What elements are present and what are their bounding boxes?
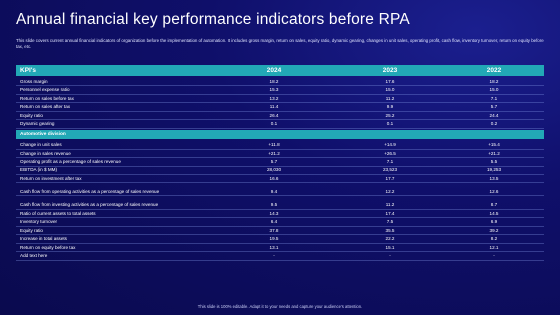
- kpi-value-cell: 5.5: [490, 158, 498, 164]
- kpi-value-cell: 24.4: [489, 112, 499, 118]
- kpi-name-cell: Equity ratio: [20, 227, 43, 233]
- kpi-value-cell: 12.2: [385, 188, 395, 194]
- kpi-value-cell: +21.2: [268, 150, 280, 156]
- kpi-value-cell: 26.4: [269, 112, 279, 118]
- kpi-name-cell: Increase in total assets: [20, 236, 67, 242]
- kpi-value-cell: 19,253: [486, 167, 502, 173]
- kpi-value-cell: +26.5: [384, 150, 396, 156]
- kpi-value-cell: 15.0: [385, 87, 395, 93]
- slide-description: This slide covers current annual financial indicators of organization before the implementation of automation. It includes gross margin, return on sales, equity ratio, dynamic gearing, changes in unit sales, operating profit, cash flow, inventory turnover, return on equity before tax, etc.: [16, 38, 544, 50]
- kpi-value-cell: 28,030: [266, 167, 282, 173]
- kpi-name-cell: Equity ratio: [20, 112, 43, 118]
- kpi-value-cell: 12.1: [489, 244, 499, 250]
- kpi-value-cell: 5.7: [490, 104, 498, 110]
- table-row: [16, 251, 544, 260]
- page-title: Annual financial key performance indicators before RPA: [16, 11, 410, 28]
- kpi-value-cell: 9.5: [270, 202, 278, 208]
- kpi-value-cell: 6.4: [270, 219, 278, 225]
- table-row: [16, 187, 544, 196]
- footer-note: This slide is 100% editable. Adapt it to your needs and capture your audience's attention.: [197, 304, 363, 309]
- section-label: Automotive division: [20, 132, 66, 137]
- header-kpis: KPI's: [20, 67, 36, 74]
- kpi-value-cell: 13.5: [489, 175, 499, 181]
- kpi-value-cell: 39.2: [489, 227, 499, 233]
- kpi-value-cell: 17.4: [385, 210, 395, 216]
- kpi-value-cell: -: [493, 252, 495, 258]
- kpi-value-cell: 0.1: [270, 121, 278, 127]
- kpi-value-cell: 35.5: [385, 227, 395, 233]
- kpi-value-cell: 9.9: [386, 104, 394, 110]
- kpi-name-cell: Return on sales before tax: [20, 95, 74, 101]
- kpi-value-cell: 13.1: [269, 244, 279, 250]
- table-row: [16, 120, 544, 129]
- kpi-name-cell: Return on sales after tax: [20, 104, 71, 110]
- kpi-name-cell: Personnel expense ratio: [20, 87, 70, 93]
- kpi-name-cell: Cash flow from investing activities as a percentage of sales revenue: [20, 202, 159, 208]
- kpi-value-cell: 7.1: [386, 158, 394, 164]
- kpi-value-cell: 8.7: [490, 202, 498, 208]
- kpi-value-cell: 11.4: [269, 104, 279, 110]
- kpi-name-cell: Cash flow from operating activities as a percentage of sales revenue: [20, 188, 160, 194]
- kpi-name-cell: Change in sales revenue: [20, 150, 71, 156]
- kpi-value-cell: 15.0: [489, 87, 499, 93]
- kpi-name-cell: Dynamic gearing: [20, 121, 55, 127]
- kpi-name-cell: EBITDA (in $ MM): [20, 167, 58, 173]
- kpi-value-cell: 0.1: [386, 121, 394, 127]
- kpi-value-cell: +21.2: [488, 150, 500, 156]
- kpi-value-cell: 25.2: [385, 112, 395, 118]
- kpi-value-cell: 17.7: [385, 175, 395, 181]
- kpi-value-cell: 17.6: [385, 78, 395, 84]
- kpi-value-cell: 6.9: [490, 219, 498, 225]
- kpi-value-cell: 16.6: [269, 175, 279, 181]
- kpi-value-cell: 11.2: [385, 202, 395, 208]
- kpi-value-cell: +14.9: [384, 142, 396, 148]
- kpi-value-cell: 23,523: [382, 167, 398, 173]
- kpi-value-cell: +11.8: [268, 142, 280, 148]
- kpi-name-cell: Add text here: [20, 252, 48, 258]
- kpi-value-cell: 15.3: [269, 87, 279, 93]
- section-automotive-division: [16, 130, 544, 139]
- kpi-name-cell: Ratio of current assets to total assets: [20, 210, 96, 216]
- kpi-value-cell: 0.2: [490, 121, 498, 127]
- kpi-value-cell: 22.2: [385, 236, 395, 242]
- kpi-name-cell: Inventory turnover: [20, 219, 58, 225]
- kpi-value-cell: 11.2: [385, 95, 395, 101]
- kpi-value-cell: 5.7: [270, 158, 278, 164]
- kpi-value-cell: 8.2: [490, 236, 498, 242]
- header-2024: 2024: [266, 67, 282, 74]
- header-2022: 2022: [486, 67, 502, 74]
- kpi-value-cell: 14.5: [489, 210, 499, 216]
- header-2023: 2023: [382, 67, 398, 74]
- kpi-name-cell: Operating profit as a percentage of sales revenue: [20, 158, 121, 164]
- kpi-value-cell: -: [389, 252, 391, 258]
- kpi-value-cell: 15.1: [385, 244, 395, 250]
- kpi-value-cell: 18.2: [489, 78, 499, 84]
- kpi-value-cell: 18.2: [269, 78, 279, 84]
- kpi-value-cell: 37.8: [269, 227, 279, 233]
- kpi-value-cell: 19.5: [269, 236, 279, 242]
- kpi-value-cell: 12.6: [489, 188, 499, 194]
- kpi-value-cell: +15.4: [488, 142, 500, 148]
- kpi-name-cell: Return on investment after tax: [20, 175, 82, 181]
- kpi-value-cell: 7.1: [490, 95, 498, 101]
- kpi-value-cell: 7.5: [386, 219, 394, 225]
- kpi-value-cell: 13.2: [269, 95, 279, 101]
- kpi-name-cell: Return on equity before tax: [20, 244, 76, 250]
- kpi-name-cell: Gross margin: [20, 78, 48, 84]
- kpi-value-cell: -: [273, 252, 275, 258]
- table-header: [16, 65, 544, 76]
- kpi-value-cell: 14.3: [269, 210, 279, 216]
- kpi-name-cell: Change in unit sales: [20, 142, 62, 148]
- kpi-value-cell: 9.4: [270, 188, 278, 194]
- table-row: [16, 174, 544, 183]
